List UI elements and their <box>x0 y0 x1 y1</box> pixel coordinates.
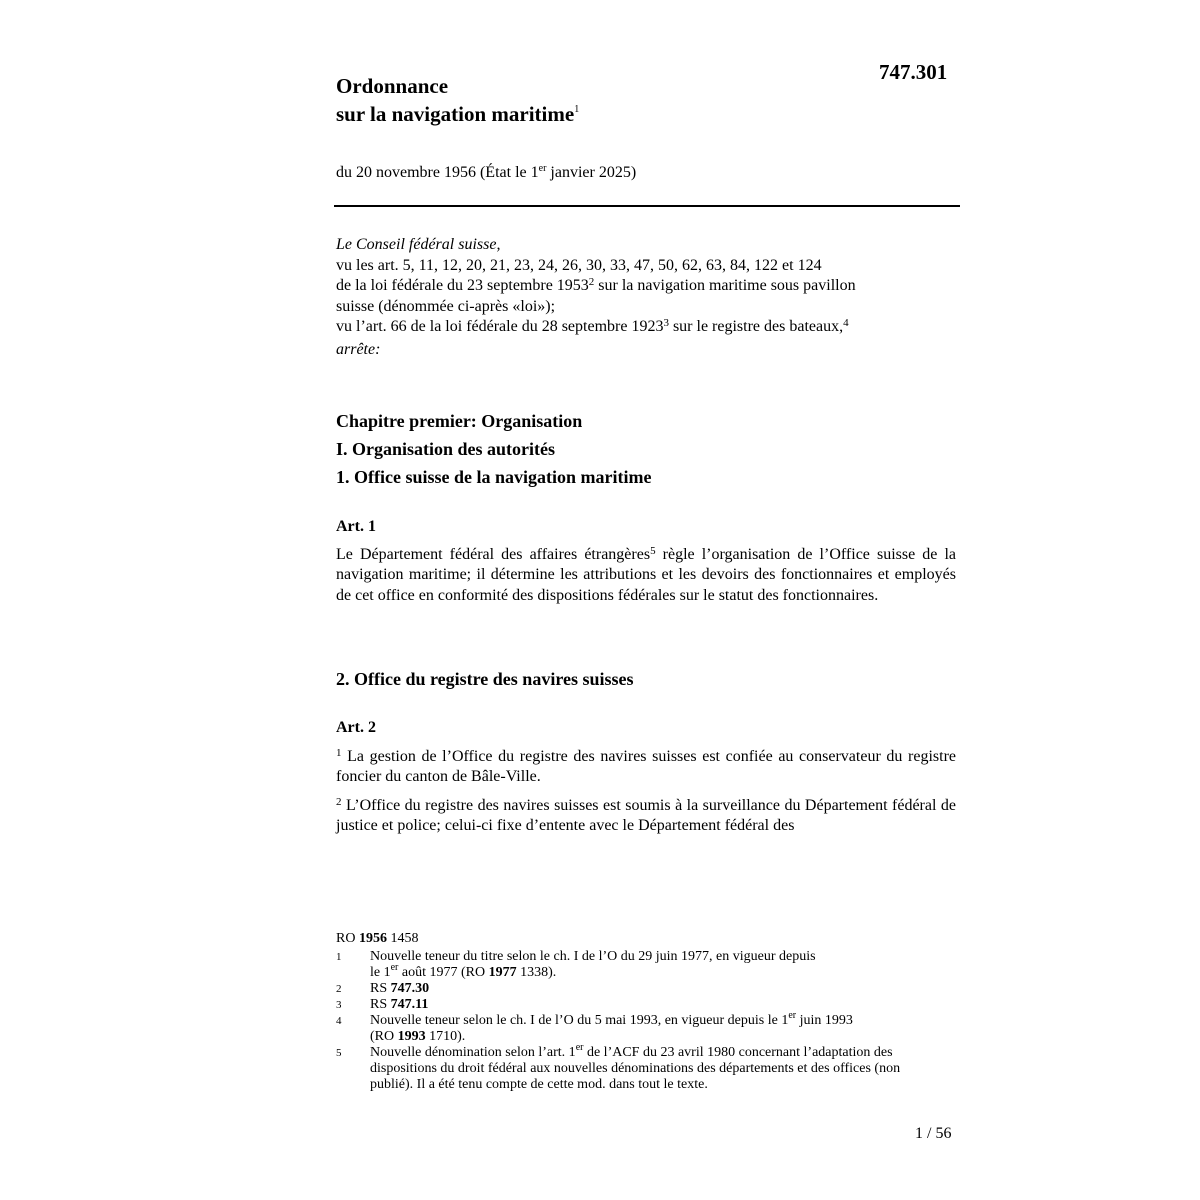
footnote-ref-3[interactable]: 3 <box>663 317 669 329</box>
footnote-4-number: 4 <box>336 1015 342 1027</box>
footnote-3 <box>336 997 956 1013</box>
article-1-text-a: Le Département fédéral des affaires étrangères <box>336 546 651 563</box>
footnote-2-text <box>370 981 956 997</box>
para-1-text: La gestion de l’Office du registre des navires suisses est confiée au conservateur du registre foncier du canton de Bâle-Ville. <box>336 748 956 786</box>
footnotes <box>336 931 956 1093</box>
date-sup: er <box>538 163 547 174</box>
title-line-1: Ordonnance <box>336 74 449 98</box>
footnote-ref-4[interactable]: 4 <box>843 317 849 329</box>
footnote-3-number: 3 <box>336 999 342 1011</box>
preamble-line-4 <box>336 317 956 338</box>
date-suffix: janvier 2025) <box>546 164 637 181</box>
footnote-3-text <box>370 997 956 1013</box>
footnote-5-number: 5 <box>336 1047 342 1059</box>
footnote-source <box>336 931 956 947</box>
article-1-text <box>336 545 956 606</box>
footnote-ref-5[interactable]: 5 <box>650 545 656 557</box>
fn2-b[interactable]: 747.30 <box>390 981 430 996</box>
preamble-decree: arrête: <box>336 340 381 358</box>
section-title: I. Organisation des autorités <box>336 439 556 459</box>
footnote-5-text <box>370 1042 956 1093</box>
document-date <box>336 164 636 182</box>
footnote-5 <box>336 1042 956 1093</box>
footnote-2 <box>336 981 956 997</box>
para-2-text: L’Office du registre des navires suisses est soumis à la surveillance du Département fédéral de justice et police; celui-ci fixe d’entente avec le Département fédéral des <box>336 797 956 835</box>
fn1-e: 1338). <box>516 965 557 980</box>
chapter-title: Chapitre premier: Organisation <box>336 411 583 431</box>
fn4-e: 1710). <box>425 1029 466 1044</box>
fn3-b[interactable]: 747.11 <box>390 997 429 1012</box>
article-1-label: Art. 1 <box>336 518 376 535</box>
date-prefix: du 20 novembre 1956 (État le 1 <box>336 164 539 181</box>
title-line-2-text: sur la navigation maritime <box>336 102 575 126</box>
fn1-b: le 1 <box>370 965 391 980</box>
source-a: RO <box>336 931 359 946</box>
preamble-line-3: suisse (dénommée ci-après «loi»); <box>336 297 556 315</box>
fn4-sup: er <box>788 1010 797 1021</box>
footnote-ref-2[interactable]: 2 <box>588 276 595 288</box>
preamble-authority: Le Conseil fédéral suisse, <box>336 236 501 253</box>
fn4-b: juin 1993 <box>796 1013 853 1028</box>
fn1-a: Nouvelle teneur du titre selon le ch. I de l’O du 29 juin 1977, en vigueur depuis <box>370 949 816 964</box>
footnote-2-number: 2 <box>336 983 342 995</box>
footnote-1-number: 1 <box>336 951 342 963</box>
fn5-sup: er <box>575 1042 584 1053</box>
fn1-c: août 1977 (RO <box>398 965 489 980</box>
subsection-title-1: 1. Office suisse de la navigation maritime <box>336 467 652 487</box>
title-line-2 <box>336 98 579 126</box>
preamble-line-2b: sur la navigation maritime sous pavillon <box>594 277 856 294</box>
article-1-text-b: règle l’organisation de l’Office suisse de la navigation maritime; il détermine les attributions et les devoirs des fonctionnaires et employés de cet office en conformité des dispositions fédérales sur le statut des fonctionnaires. <box>336 546 957 604</box>
source-c: 1458 <box>386 931 419 946</box>
source-b: 1956 <box>358 931 387 946</box>
preamble-line-4a: vu l’art. 66 de la loi fédérale du 28 septembre 1923 <box>336 318 664 335</box>
article-2-para-2 <box>336 796 956 837</box>
fn4-c: (RO <box>370 1029 398 1044</box>
sr-number: 747.301 <box>879 60 948 84</box>
preamble-line-2 <box>336 276 956 297</box>
footnote-1 <box>336 949 956 981</box>
article-2-para-1 <box>336 747 956 788</box>
fn1-sup: er <box>390 962 399 973</box>
preamble-line-4b: sur le registre des bateaux, <box>668 318 844 335</box>
fn4-a: Nouvelle teneur selon le ch. I de l’O du 5 mai 1993, en vigueur depuis le 1 <box>370 1013 789 1028</box>
fn4-d: 1993 <box>397 1029 426 1044</box>
title-divider <box>334 205 960 207</box>
preamble-line-2a: de la loi fédérale du 23 septembre 1953 <box>336 277 589 294</box>
footnote-ref-1[interactable]: 1 <box>574 104 580 115</box>
footnote-4 <box>336 1010 956 1045</box>
para-1-number: 1 <box>336 747 342 759</box>
page-number: 1 / 56 <box>915 1125 952 1142</box>
footnote-1-text <box>370 949 956 981</box>
para-2-number: 2 <box>336 796 342 808</box>
preamble-line-1: vu les art. 5, 11, 12, 20, 21, 23, 24, 26, 30, 33, 47, 50, 62, 63, 84, 122 et 124 <box>336 256 822 274</box>
fn5-a: Nouvelle dénomination selon l’art. 1 <box>370 1045 576 1060</box>
fn3-a: RS <box>370 997 391 1012</box>
fn5-b: de l’ACF du 23 avril 1980 concernant l’adaptation des dispositions du droit fédéral aux nouvelles dénominations des départements et des offices (non publié). Il a été tenu compte de cette mod. dans tout le texte. <box>370 1045 901 1092</box>
fn2-a: RS <box>370 981 391 996</box>
fn1-d: 1977 <box>488 965 517 980</box>
preamble <box>336 235 956 360</box>
article-2-label: Art. 2 <box>336 719 376 736</box>
footnote-4-text <box>370 1010 956 1045</box>
document-title <box>336 74 579 126</box>
subsection-title-2: 2. Office du registre des navires suisses <box>336 669 634 689</box>
